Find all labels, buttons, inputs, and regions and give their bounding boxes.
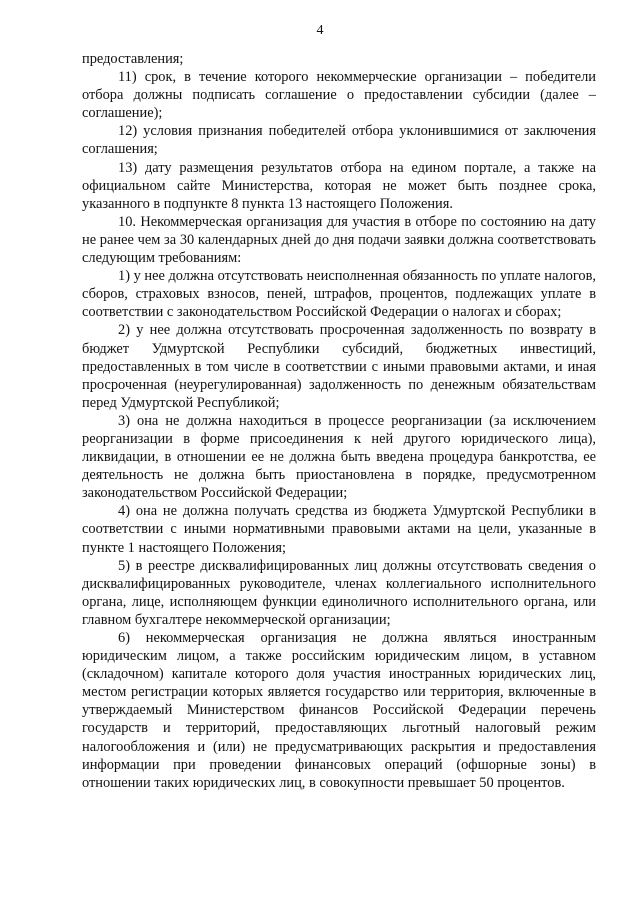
paragraph-continuation: предоставления;: [82, 51, 184, 67]
paragraph-requirement-4: 4) она не должна получать средства из бюджета Удмуртской Республики в соответствии с иными нормативными правовыми актами на цели, указанные в пункте 1 настоящего Положения;: [82, 503, 596, 556]
paragraph-item-12: 12) условия признания победителей отбора уклонившимися от заключения соглашения;: [82, 123, 596, 158]
paragraph-requirement-3: 3) она не должна находиться в процессе реорганизации (за исключением реорганизации в форме присоединения к ней другого юридического лица), ликвидации, в отношении ее не должна быть введена процедура банкротства, ее деятельность не должна быть приостановлена в порядке, предусмотренном законодательством Российской Федерации;: [82, 412, 596, 502]
paragraph-requirement-1: 1) у нее должна отсутствовать неисполненная обязанность по уплате налогов, сборов, страховых взносов, пеней, штрафов, процентов, подлежащих уплате в соответствии с законодательством Российской Федерации о налогах и сборах;: [82, 268, 596, 321]
paragraph-item-13: 13) дату размещения результатов отбора на едином портале, а также на официальном сайте Министерства, которая не может быть позднее срока, указанного в подпункте 8 пункта 13 настоящего Положения.: [82, 159, 596, 212]
paragraph-clause-10: 10. Некоммерческая организация для участия в отборе по состоянию на дату не ранее чем за 30 календарных дней до дня подачи заявки должна соответствовать следующим требованиям:: [82, 213, 596, 267]
paragraph-item-11: 11) срок, в течение которого некоммерческие организации – победители отбора должны подписать соглашение о предоставлении субсидии (далее – соглашение);: [82, 69, 596, 122]
page-number: 4: [316, 23, 324, 38]
document-body: [82, 50, 596, 792]
paragraph-requirement-5: 5) в реестре дисквалифицированных лиц должны отсутствовать сведения о дисквалифицированных руководителе, членах коллегиального исполнительного органа, лице, исполняющем функции единоличного исполнительного органа, или главном бухгалтере некоммерческой организации;: [82, 557, 596, 628]
paragraph-requirement-2: 2) у нее должна отсутствовать просроченная задолженность по возврату в бюджет Удмуртской Республики субсидий, бюджетных инвестиций, предоставленных в том числе в соответствии с иными правовыми актами, и иная просроченная (неурегулированная) задолженность по денежным обязательствам перед Удмуртской Республикой;: [82, 322, 596, 411]
paragraph-requirement-6: 6) некоммерческая организация не должна являться иностранным юридическим лицом, а также российским юридическим лицом, в уставном (складочном) капитале которого доля участия иностранных юридических лиц, местом регистрации которых является государство или территория, включенные в утверждаемый Министерством финансов Российской Федерации перечень государств и территорий, предоставляющих льготный налоговый режим налогообложения и (или) не предусматривающих раскрытия и предоставления информации при проведении финансовых операций (офшорные зоны) в отношении таких юридических лиц, в совокупности превышает 50 процентов.: [82, 630, 596, 791]
